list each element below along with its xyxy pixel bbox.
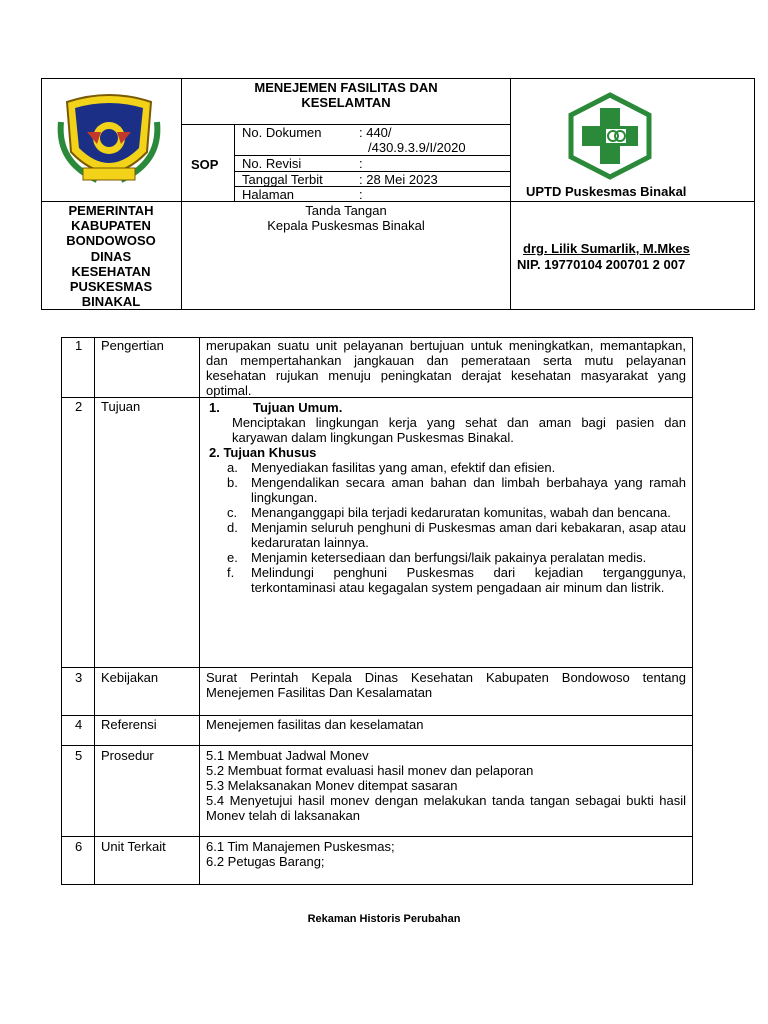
list-marker: a.	[227, 460, 238, 475]
org-line: BINAKAL	[81, 294, 141, 310]
tujuan-umum-number: 1.	[209, 400, 220, 415]
list-marker: d.	[227, 520, 238, 535]
signature-label: Tanda Tangan	[305, 203, 387, 218]
row-label-pengertian: Pengertian	[101, 338, 164, 353]
signer-nip: NIP. 19770104 200701 2 007	[517, 257, 686, 272]
signer-name: drg. Lilik Sumarlik, M.Mkes	[523, 241, 690, 256]
page-label: Halaman	[242, 187, 295, 202]
row-number: 3	[75, 670, 83, 685]
puskesmas-logo	[566, 92, 654, 180]
list-item	[209, 550, 686, 565]
list-text: Menyediakan fasilitas yang aman, efektif dan efisien.	[251, 460, 556, 475]
pengertian-text: merupakan suatu unit pelayanan bertujuan untuk meningkatkan, memantapkan, dan mempertahankan jangkauan dan pemerataan serta mutu pelayanan kesehatan rujukan menuju peningkatan derajat kesehatan masyarakat yang optimal.	[206, 338, 686, 398]
puskesmas-name: UPTD Puskesmas Binakal	[526, 184, 687, 199]
row-number: 5	[75, 748, 83, 763]
sop-title-line1: MENEJEMEN FASILITAS DAN	[254, 80, 438, 95]
doc-number-value: : 440/	[359, 125, 392, 140]
list-text: Menjamin ketersediaan dan berfungsi/laik pakainya peralatan medis.	[251, 550, 647, 565]
list-item	[209, 475, 686, 505]
tujuan-khusus-list	[209, 460, 686, 595]
header-table	[41, 78, 755, 310]
doc-number-value-cont: /430.9.3.9/I/2020	[368, 140, 466, 155]
list-item	[209, 505, 686, 520]
unit-item: 6.2 Petugas Barang;	[206, 854, 325, 869]
page-value: :	[359, 187, 363, 202]
list-text: Melindungi penghuni Puskesmas dari kejadian terganggunya, terkontaminasi atau kegagalan system pengadaan air minum dan listrik.	[251, 565, 686, 595]
referensi-text: Menejemen fasilitas dan keselamatan	[206, 717, 424, 732]
signature-role: Kepala Puskesmas Binakal	[267, 218, 425, 233]
org-line: KABUPATEN	[71, 218, 151, 234]
list-marker: f.	[227, 565, 235, 580]
list-item	[209, 460, 686, 475]
row-label-tujuan: Tujuan	[101, 399, 141, 414]
prosedur-step: 5.1 Membuat Jadwal Monev	[206, 748, 369, 763]
sop-label: SOP	[191, 157, 219, 172]
content-table	[61, 337, 693, 885]
list-item	[209, 565, 686, 595]
issue-date-value: : 28 Mei 2023	[359, 172, 438, 187]
history-title: Rekaman Historis Perubahan	[307, 913, 461, 925]
bondowoso-emblem	[57, 92, 161, 188]
issue-date-label: Tanggal Terbit	[242, 172, 323, 187]
prosedur-step: 5.4 Menyetujui hasil monev dengan melakukan tanda tangan sebagai bukti hasil Monev telah di laksanakan	[206, 793, 686, 823]
list-marker: e.	[227, 550, 238, 565]
organization-name	[41, 203, 181, 309]
org-line: PUSKESMAS	[69, 279, 153, 295]
prosedur-step: 5.2 Membuat format evaluasi hasil monev dan pelaporan	[206, 763, 534, 778]
row-label-referensi: Referensi	[101, 717, 157, 732]
prosedur-list	[206, 748, 686, 823]
unit-terkait-list	[206, 839, 686, 869]
tujuan-umum-text: Menciptakan lingkungan kerja yang sehat dan aman bagi pasien dan karyawan dalam lingkungan Puskesmas Binakal.	[232, 415, 686, 445]
doc-number-label: No. Dokumen	[242, 125, 322, 140]
list-marker: c.	[227, 505, 238, 520]
org-line: PEMERINTAH	[68, 203, 154, 218]
org-line: KESEHATAN	[71, 263, 151, 279]
list-item	[209, 520, 686, 550]
prosedur-step: 5.3 Melaksanakan Monev ditempat sasaran	[206, 778, 458, 793]
tujuan-umum-title: Tujuan Umum.	[253, 400, 343, 415]
sop-title-line2: KESELAMTAN	[301, 95, 391, 110]
row-number: 4	[75, 717, 83, 732]
list-text: Mengendalikan secara aman bahan dan limbah berbahaya yang ramah lingkungan.	[251, 475, 686, 505]
row-number: 1	[75, 338, 83, 353]
list-marker: b.	[227, 475, 238, 490]
row-number: 2	[75, 399, 83, 414]
row-label-unit-terkait: Unit Terkait	[101, 839, 166, 854]
row-label-kebijakan: Kebijakan	[101, 670, 159, 685]
org-line: BONDOWOSO	[66, 233, 156, 249]
revision-value: :	[359, 156, 363, 171]
list-text: Menanganggapi bila terjadi kedaruratan komunitas, wabah dan bencana.	[251, 505, 671, 520]
revision-label: No. Revisi	[242, 156, 302, 171]
row-number: 6	[75, 839, 83, 854]
org-line: DINAS	[90, 248, 132, 264]
unit-item: 6.1 Tim Manajemen Puskesmas;	[206, 839, 395, 854]
kebijakan-text: Surat Perintah Kepala Dinas Kesehatan Kabupaten Bondowoso tentang Menejemen Fasilitas Dan Kesalamatan	[206, 670, 686, 700]
list-text: Menjamin seluruh penghuni di Puskesmas aman dari kebakaran, asap atau kedaruratan lainnya.	[251, 520, 686, 550]
row-label-prosedur: Prosedur	[101, 748, 154, 763]
tujuan-khusus-title: 2. Tujuan Khusus	[209, 445, 317, 460]
